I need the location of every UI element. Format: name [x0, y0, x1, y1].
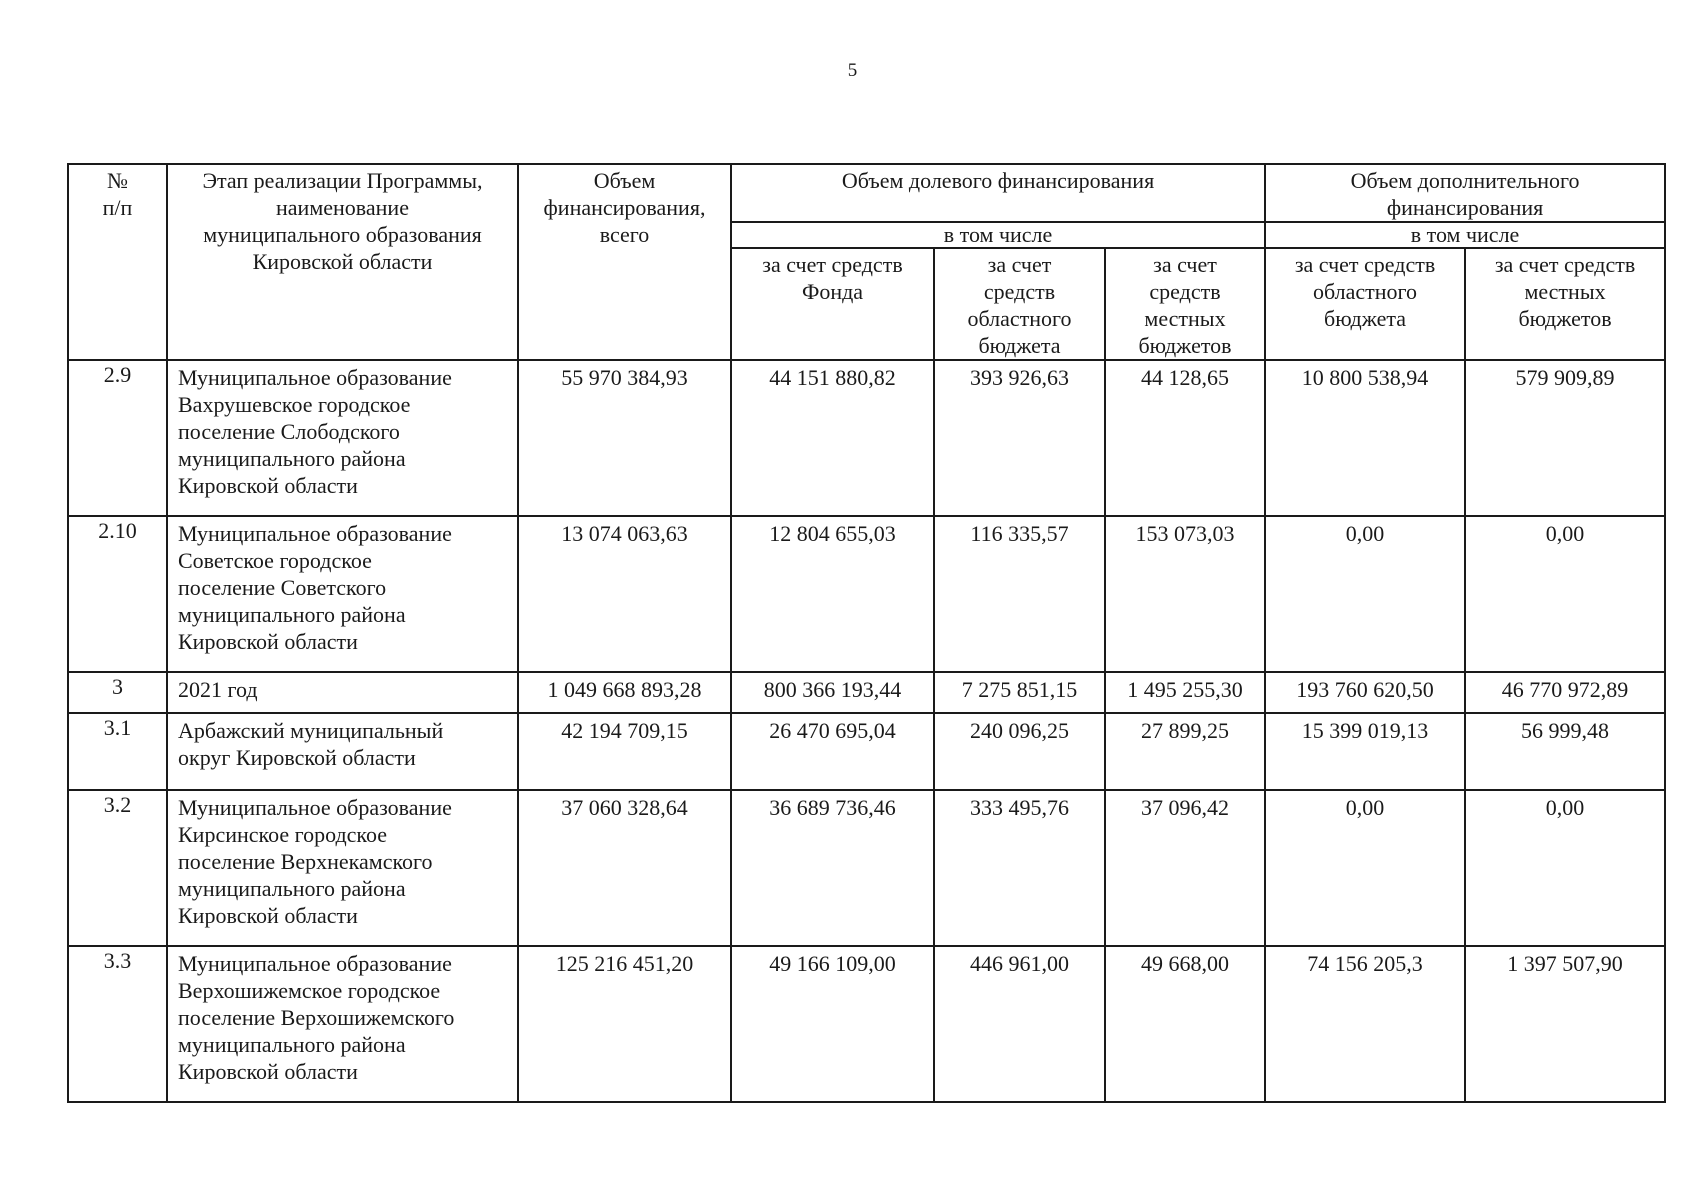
row-local-additional: 56 999,48 — [1465, 713, 1665, 790]
row-regional-shared: 333 495,76 — [934, 790, 1105, 946]
row-name: Муниципальное образование Верхошижемское городское поселение Верхошижемского муниципального района Кировской области — [167, 946, 518, 1102]
table-row — [68, 516, 1665, 672]
row-regional-shared: 446 961,00 — [934, 946, 1105, 1102]
row-local-shared: 37 096,42 — [1105, 790, 1265, 946]
row-name: Муниципальное образование Кирсинское городское поселение Верхнекамского муниципального района Кировской области — [167, 790, 518, 946]
row-regional-shared: 240 096,25 — [934, 713, 1105, 790]
row-fund: 44 151 880,82 — [731, 360, 934, 516]
row-local-shared: 1 495 255,30 — [1105, 672, 1265, 713]
table-row — [68, 672, 1665, 713]
header-row — [68, 164, 1665, 222]
header-shared-financing: Объем долевого финансирования — [731, 164, 1265, 222]
header-local-shared: за счет средств местных бюджетов — [1105, 248, 1265, 360]
row-fund: 49 166 109,00 — [731, 946, 934, 1102]
row-local-additional: 0,00 — [1465, 516, 1665, 672]
row-regional-shared: 7 275 851,15 — [934, 672, 1105, 713]
row-num: 3 — [68, 672, 167, 713]
financing-table — [67, 163, 1666, 1103]
row-local-additional: 0,00 — [1465, 790, 1665, 946]
header-local-additional: за счет средств местных бюджетов — [1465, 248, 1665, 360]
header-total: Объем финансирования, всего — [518, 164, 731, 360]
row-regional-additional: 0,00 — [1265, 790, 1465, 946]
row-regional-shared: 393 926,63 — [934, 360, 1105, 516]
row-num: 3.3 — [68, 946, 167, 1102]
row-total: 37 060 328,64 — [518, 790, 731, 946]
header-regional-shared: за счет средств областного бюджета — [934, 248, 1105, 360]
table-row — [68, 946, 1665, 1102]
row-total: 55 970 384,93 — [518, 360, 731, 516]
row-total: 13 074 063,63 — [518, 516, 731, 672]
row-num: 2.9 — [68, 360, 167, 516]
row-local-shared: 153 073,03 — [1105, 516, 1265, 672]
row-local-additional: 46 770 972,89 — [1465, 672, 1665, 713]
row-regional-additional: 15 399 019,13 — [1265, 713, 1465, 790]
row-name: 2021 год — [167, 672, 518, 713]
row-regional-shared: 116 335,57 — [934, 516, 1105, 672]
table-row — [68, 360, 1665, 516]
row-regional-additional: 0,00 — [1265, 516, 1465, 672]
row-num: 2.10 — [68, 516, 167, 672]
row-regional-additional: 193 760 620,50 — [1265, 672, 1465, 713]
row-local-shared: 49 668,00 — [1105, 946, 1265, 1102]
header-stage: Этап реализации Программы, наименование муниципального образования Кировской области — [167, 164, 518, 360]
row-fund: 36 689 736,46 — [731, 790, 934, 946]
header-regional-additional: за счет средств областного бюджета — [1265, 248, 1465, 360]
row-local-shared: 27 899,25 — [1105, 713, 1265, 790]
row-local-additional: 1 397 507,90 — [1465, 946, 1665, 1102]
page-number: 5 — [847, 60, 858, 81]
row-regional-additional: 10 800 538,94 — [1265, 360, 1465, 516]
row-name: Муниципальное образование Вахрушевское городское поселение Слободского муниципального района Кировской области — [167, 360, 518, 516]
header-additional-financing: Объем дополнительного финансирования — [1265, 164, 1665, 222]
row-num: 3.2 — [68, 790, 167, 946]
row-total: 1 049 668 893,28 — [518, 672, 731, 713]
header-including-shared: в том числе — [731, 222, 1265, 248]
header-num: № п/п — [68, 164, 167, 360]
header-including-additional: в том числе — [1265, 222, 1665, 248]
row-fund: 12 804 655,03 — [731, 516, 934, 672]
header-fund: за счет средств Фонда — [731, 248, 934, 360]
row-total: 42 194 709,15 — [518, 713, 731, 790]
table-row — [68, 713, 1665, 790]
row-fund: 800 366 193,44 — [731, 672, 934, 713]
row-total: 125 216 451,20 — [518, 946, 731, 1102]
row-name: Арбажский муниципальный округ Кировской области — [167, 713, 518, 790]
table-row — [68, 790, 1665, 946]
row-local-additional: 579 909,89 — [1465, 360, 1665, 516]
row-regional-additional: 74 156 205,3 — [1265, 946, 1465, 1102]
row-name: Муниципальное образование Советское городское поселение Советского муниципального района Кировской области — [167, 516, 518, 672]
row-fund: 26 470 695,04 — [731, 713, 934, 790]
row-num: 3.1 — [68, 713, 167, 790]
row-local-shared: 44 128,65 — [1105, 360, 1265, 516]
